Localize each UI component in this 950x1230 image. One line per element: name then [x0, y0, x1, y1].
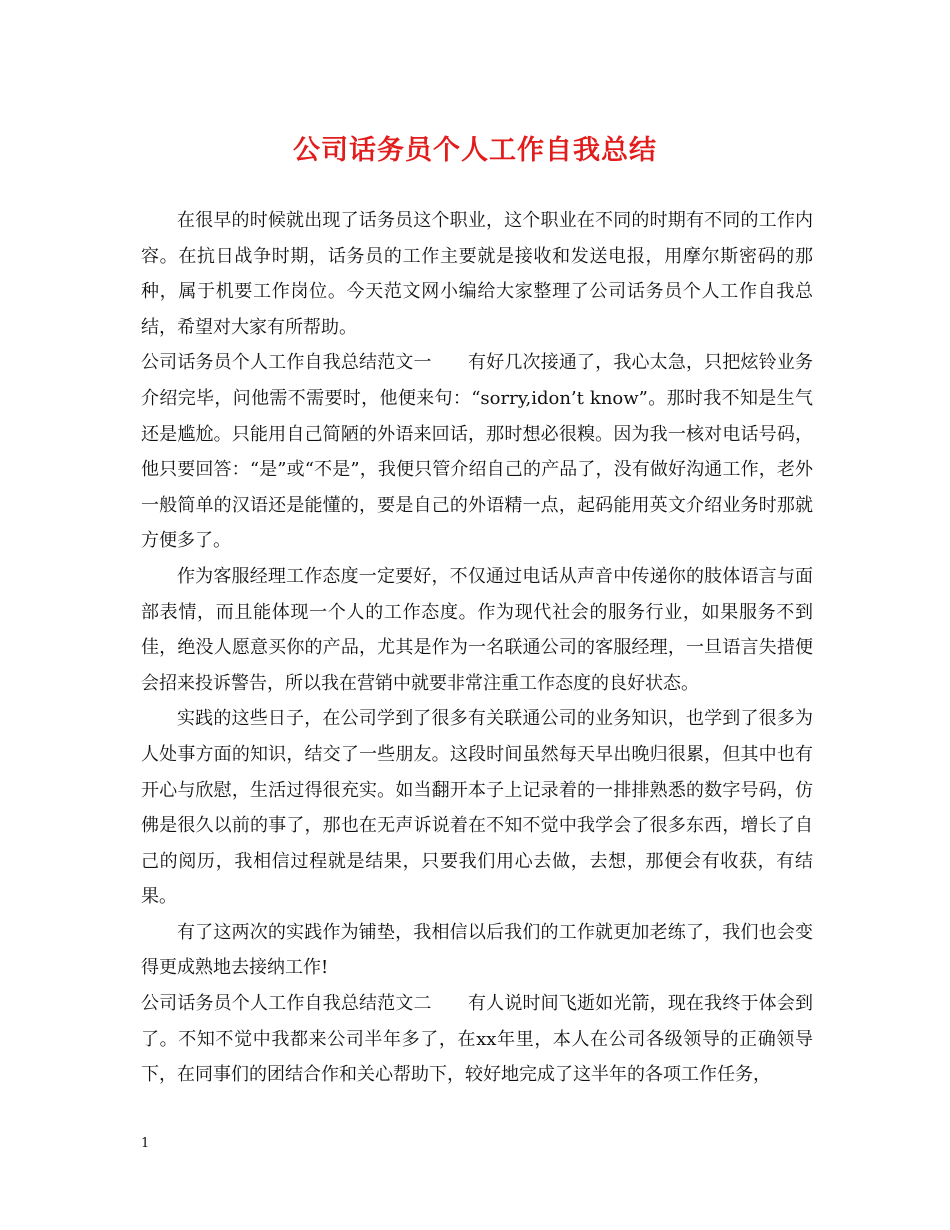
document-body	[141, 203, 813, 1093]
sample-one-paragraph: 公司话务员个人工作自我总结范文一 有好几次接通了，我心太急，只把炫铃业务介绍完毕，问他需不需要时，他便来句：“sorry,idon’t know”。那时我不知是生气还是尴尬。只能用自己简陋的外语来回话，那时想必很糗。因为我一核对电话号码，他只要回答：“是”或“不是”，我便只管介绍自己的产品了，没有做好沟通工作，老外一般简单的汉语还是能懂的，要是自己的外语精一点，起码能用英文介绍业务时那就方便多了。	[141, 352, 813, 552]
document-title: 公司话务员个人工作自我总结	[293, 135, 657, 166]
practice-paragraph: 实践的这些日子，在公司学到了很多有关联通公司的业务知识，也学到了很多为人处事方面的知识，结交了一些朋友。这段时间虽然每天早出晚归很累，但其中也有开心与欣慰，生活过得很充实。如当翻开本子上记录着的一排排熟悉的数字号码，仿佛是很久以前的事了，那也在无声诉说着在不知不觉中我学会了很多东西，增长了自己的阅历，我相信过程就是结果，只要我们用心去做，去想，那便会有收获，有结果。	[141, 708, 813, 908]
page-number: 1	[141, 1136, 150, 1151]
conclusion-paragraph: 有了这两次的实践作为铺垫，我相信以后我们的工作就更加老练了，我们也会变得更成熟地去接纳工作!	[141, 921, 813, 979]
intro-paragraph: 在很早的时候就出现了话务员这个职业，这个职业在不同的时期有不同的工作内容。在抗日战争时期，话务员的工作主要就是接收和发送电报，用摩尔斯密码的那种，属于机要工作岗位。今天范文网小编给大家整理了公司话务员个人工作自我总结，希望对大家有所帮助。	[141, 210, 813, 338]
sample-two-paragraph: 公司话务员个人工作自我总结范文二 有人说时间飞逝如光箭，现在我终于体会到了。不知不觉中我都来公司半年多了，在xx年里，本人在公司各级领导的正确领导下，在同事们的团结合作和关心帮助下，较好地完成了这半年的各项工作任务，	[141, 993, 813, 1086]
attitude-paragraph: 作为客服经理工作态度一定要好，不仅通过电话从声音中传递你的肢体语言与面部表情，而且能体现一个人的工作态度。作为现代社会的服务行业，如果服务不到佳，绝没人愿意买你的产品，尤其是作为一名联通公司的客服经理，一旦语言失措便会招来投诉警告，所以我在营销中就要非常注重工作态度的良好状态。	[141, 565, 813, 694]
